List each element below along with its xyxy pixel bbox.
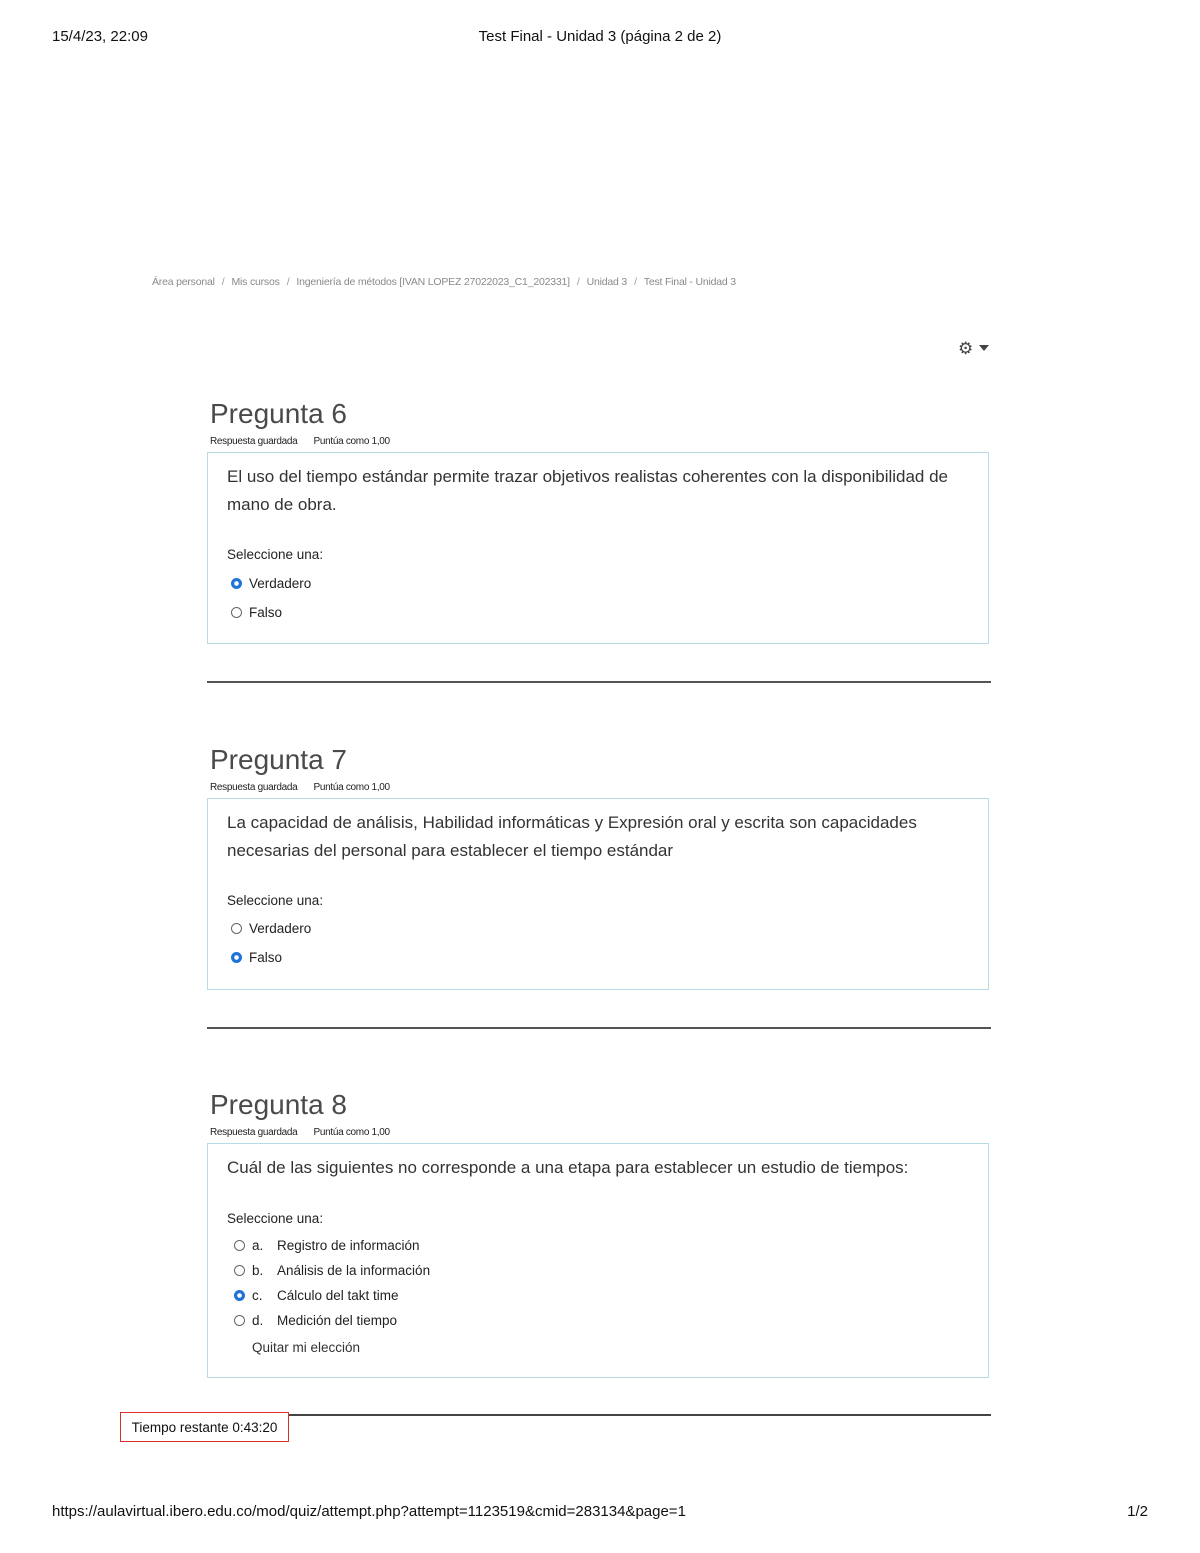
option-label: Falso (249, 949, 283, 965)
breadcrumb-separator: / (286, 276, 290, 288)
option-d[interactable] (234, 1310, 397, 1330)
chevron-down-icon (979, 345, 989, 351)
option-a[interactable] (234, 1235, 420, 1255)
radio-button[interactable] (234, 1265, 245, 1276)
question-divider (207, 681, 991, 683)
question-title: Pregunta 7 (210, 744, 347, 775)
option-verdadero[interactable] (231, 918, 311, 938)
option-b[interactable] (234, 1260, 430, 1280)
select-label: Seleccione una: (227, 1211, 324, 1226)
radio-button[interactable] (231, 607, 242, 618)
option-letter: a. (252, 1237, 264, 1253)
option-falso[interactable] (231, 602, 282, 622)
question-text: Cuál de las siguientes no corresponde a una etapa para establecer un estudio de tiempos: (227, 1158, 909, 1177)
option-label: Registro de información (277, 1237, 420, 1253)
time-remaining-timer: Tiempo restante 0:43:20 (120, 1412, 289, 1442)
radio-button[interactable] (234, 1240, 245, 1251)
breadcrumb-item-area-personal[interactable]: Área personal (152, 276, 215, 288)
question-status: Respuesta guardada (210, 1127, 298, 1138)
question-status: Respuesta guardada (210, 436, 298, 447)
settings-menu-button[interactable] (958, 338, 998, 358)
print-date: 15/4/23, 22:09 (52, 28, 148, 45)
print-url: https://aulavirtual.ibero.edu.co/mod/quiz/attempt.php?attempt=1123519&cmid=283134&page=1 (52, 1503, 686, 1520)
question-box (207, 1143, 989, 1378)
radio-button[interactable] (234, 1315, 245, 1326)
option-falso[interactable] (231, 947, 282, 967)
radio-button[interactable] (231, 952, 242, 963)
question-text: La capacidad de análisis, Habilidad informáticas y Expresión oral y escrita son capacidades necesarias del personal para establecer el tiempo estándar (227, 813, 917, 860)
option-label: Cálculo del takt time (277, 1287, 399, 1303)
question-7 (207, 744, 991, 1030)
breadcrumb-separator: / (634, 276, 637, 288)
radio-button[interactable] (231, 578, 242, 589)
question-box (207, 798, 989, 990)
breadcrumb-separator: / (576, 276, 580, 288)
option-c[interactable] (234, 1285, 399, 1305)
select-label: Seleccione una: (227, 547, 324, 562)
option-label: Análisis de la información (277, 1262, 431, 1278)
question-meta (210, 436, 390, 447)
question-status: Respuesta guardada (210, 782, 298, 793)
breadcrumb-item-mis-cursos[interactable]: Mis cursos (231, 276, 280, 288)
question-divider (207, 1027, 991, 1029)
question-text: El uso del tiempo estándar permite trazar objetivos realistas coherentes con la disponibilidad de mano de obra. (227, 467, 949, 514)
question-8 (207, 1089, 991, 1381)
question-points: Puntúa como 1,00 (313, 436, 390, 447)
breadcrumb-item-test[interactable]: Test Final - Unidad 3 (643, 276, 736, 288)
question-meta (210, 782, 390, 793)
print-page-number: 1/2 (1127, 1503, 1148, 1520)
radio-button[interactable] (234, 1290, 245, 1301)
question-6 (207, 398, 991, 684)
option-letter: d. (252, 1312, 264, 1328)
question-box (207, 452, 989, 644)
breadcrumb-separator: / (221, 276, 225, 288)
question-points: Puntúa como 1,00 (313, 782, 390, 793)
clear-choice-link[interactable]: Quitar mi elección (252, 1340, 361, 1355)
breadcrumb (152, 276, 736, 288)
print-title: Test Final - Unidad 3 (página 2 de 2) (478, 28, 722, 45)
option-letter: b. (252, 1262, 264, 1278)
option-verdadero[interactable] (231, 573, 311, 593)
option-label: Verdadero (249, 920, 312, 936)
print-header (0, 28, 1200, 52)
question-meta (210, 1127, 390, 1138)
option-label: Verdadero (249, 575, 312, 591)
print-footer (0, 1503, 1200, 1527)
question-divider (289, 1414, 991, 1416)
question-title: Pregunta 6 (210, 398, 347, 429)
option-letter: c. (252, 1287, 263, 1303)
option-label: Falso (249, 604, 283, 620)
select-label: Seleccione una: (227, 893, 324, 908)
breadcrumb-item-course[interactable]: Ingeniería de métodos [IVAN LOPEZ 27022023_C1_202331] (296, 276, 570, 288)
radio-button[interactable] (231, 923, 242, 934)
question-points: Puntúa como 1,00 (313, 1127, 390, 1138)
question-title: Pregunta 8 (210, 1089, 347, 1120)
option-label: Medición del tiempo (277, 1312, 398, 1328)
gear-icon: ⚙ (958, 338, 974, 358)
breadcrumb-item-unit[interactable]: Unidad 3 (586, 276, 628, 288)
